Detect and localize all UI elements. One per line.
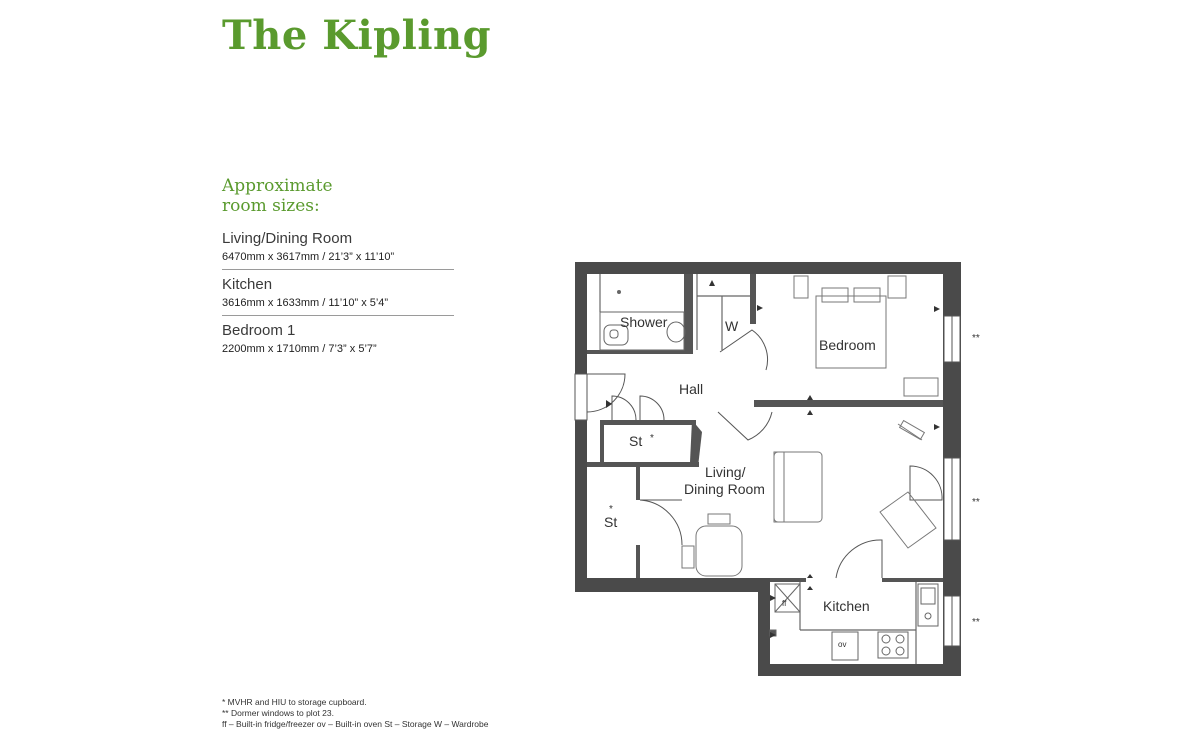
label-dormer-bedroom: ** — [972, 333, 980, 344]
floor-plan — [560, 255, 1000, 685]
room-name: Kitchen — [222, 276, 273, 293]
room-dimensions: 2200mm x 1710mm / 7’3” x 5’7” — [222, 343, 377, 355]
room-size-kitchen — [222, 274, 454, 316]
room-name: Bedroom 1 — [222, 322, 296, 339]
footnotes — [222, 697, 488, 730]
label-dormer-living: ** — [972, 497, 980, 508]
room-name: Living/Dining Room — [222, 230, 353, 247]
room-sizes-heading — [222, 176, 422, 216]
room-size-living-dining — [222, 228, 454, 270]
footnote-mvhr: * MVHR and HIU to storage cupboard. — [222, 697, 367, 707]
living-furniture — [682, 421, 936, 576]
label-wardrobe: W — [725, 318, 739, 334]
label-living-line1: Living/ — [705, 464, 746, 480]
room-dimensions: 6470mm x 3617mm / 21’3” x 11’10” — [222, 251, 395, 263]
label-hall: Hall — [679, 381, 704, 397]
room-sizes-list — [222, 228, 454, 366]
room-size-bedroom — [222, 320, 454, 362]
label-oven: ov — [838, 640, 847, 649]
label-kitchen: Kitchen — [823, 598, 870, 614]
room-sizes-heading-line1: Approximate — [222, 176, 333, 196]
kitchen-fixtures — [770, 584, 938, 660]
footnote-dormer: ** Dormer windows to plot 23. — [222, 708, 334, 718]
bedroom-bed — [794, 276, 938, 396]
label-storage-living: St — [604, 514, 618, 530]
label-dormer-kitchen: ** — [972, 617, 980, 628]
footnote-key: ff – Built-in fridge/freezer ov – Built-in oven St – Storage W – Wardrobe — [222, 719, 489, 729]
label-living-line2: Dining Room — [684, 481, 765, 497]
door-swings — [587, 330, 942, 578]
label-storage-hall: St — [629, 433, 643, 449]
label-storage-hall-mark: * — [650, 433, 654, 444]
entrance-opening — [575, 374, 587, 420]
room-sizes-heading-line2: room sizes: — [222, 196, 320, 216]
room-dimensions: 3616mm x 1633mm / 11’10” x 5’4” — [222, 297, 389, 309]
label-shower: Shower — [620, 314, 668, 330]
label-bedroom: Bedroom — [819, 337, 876, 353]
label-fridge: ff — [782, 599, 787, 608]
label-storage-living-mark: * — [609, 504, 613, 515]
page-title: The Kipling — [222, 12, 492, 59]
